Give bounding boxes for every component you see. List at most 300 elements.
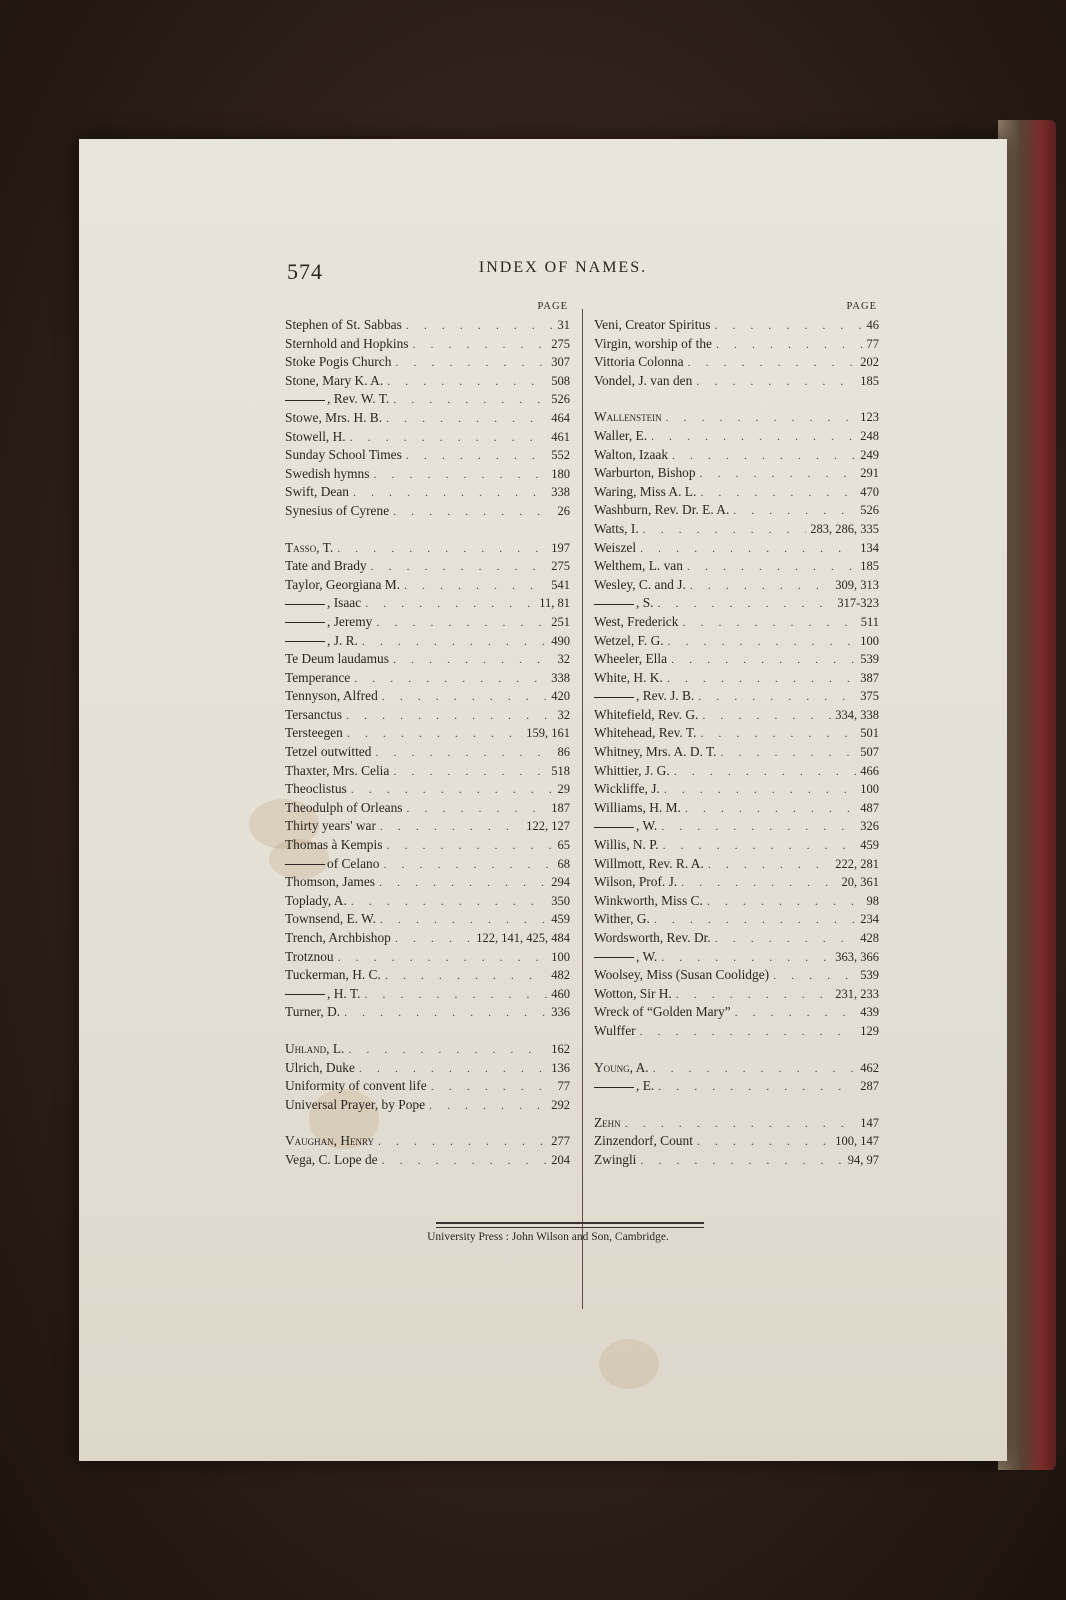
entry-page-number: 275 (551, 559, 570, 574)
index-entry (285, 707, 570, 726)
entry-name: Virgin, worship of the (594, 335, 712, 351)
entry-name: Woolsey, Miss (Susan Coolidge) (594, 967, 770, 983)
index-entry (594, 986, 879, 1005)
index-entry (594, 354, 879, 373)
entry-page-number: 77 (866, 336, 879, 351)
index-entry (285, 781, 570, 800)
dot-leader (697, 1134, 831, 1149)
entry-page-number: 518 (551, 763, 570, 778)
entry-page-number: 277 (551, 1134, 570, 1149)
index-entry (594, 707, 879, 726)
entry-page-number: 326 (860, 819, 879, 834)
dot-leader (654, 912, 856, 927)
index-entry (594, 818, 879, 837)
dot-leader (429, 1098, 547, 1113)
dot-leader (347, 726, 522, 741)
entry-page-number: 350 (551, 893, 570, 908)
running-head: INDEX OF NAMES. (478, 259, 648, 276)
dot-leader (682, 615, 856, 630)
index-entry (594, 521, 879, 540)
dot-leader (716, 337, 863, 352)
index-entry (594, 428, 879, 447)
index-entry (594, 633, 879, 652)
dot-leader (379, 875, 547, 890)
index-entry (285, 484, 570, 503)
index-entry (285, 1060, 570, 1079)
dot-leader (406, 318, 554, 333)
entry-name: Stephen of St. Sabbas (285, 317, 402, 332)
dot-leader (380, 819, 522, 834)
entry-page-number: 287 (860, 1079, 879, 1094)
entry-page-number: 439 (860, 1005, 879, 1020)
entry-page-number: 77 (557, 1079, 570, 1094)
dot-leader (688, 355, 857, 370)
entry-page-number: 231, 233 (835, 986, 879, 1001)
entry-page-number: 185 (860, 373, 879, 388)
index-entry (594, 409, 879, 428)
entry-name: Stowell, H. (285, 428, 346, 444)
entry-name: Trench, Archbishop (285, 930, 391, 945)
dot-leader (385, 968, 547, 983)
entry-name: Turner, D. (285, 1004, 341, 1020)
entry-name: Young, A. (594, 1059, 649, 1075)
entry-page-number: 338 (551, 670, 570, 685)
entry-page-number: 251 (551, 614, 570, 629)
index-entry (594, 447, 879, 466)
index-entry (285, 967, 570, 986)
entry-name: Willis, N. P. (594, 837, 659, 853)
entry-page-number: 482 (551, 968, 570, 983)
entry-name: Vega, C. Lope de (285, 1151, 378, 1167)
entry-page-number: 187 (551, 800, 570, 815)
entry-page-number: 501 (860, 726, 879, 741)
entry-page-number: 100 (860, 782, 879, 797)
entry-page-number: 420 (551, 689, 570, 704)
entry-page-number: 46 (866, 318, 879, 332)
entry-page-number: 31 (557, 318, 570, 332)
entry-page-number: 249 (860, 447, 879, 462)
entry-name: Wulffer (594, 1022, 636, 1038)
entry-page-number: 147 (860, 1115, 879, 1130)
entry-name: Zehn (594, 1114, 621, 1130)
index-entry (285, 1041, 570, 1060)
dot-leader (661, 950, 831, 965)
entry-name: Wickliffe, J. (594, 781, 660, 797)
index-entry (594, 967, 879, 986)
entry-page-number: 197 (551, 540, 570, 555)
entry-page-number: 459 (551, 912, 570, 927)
entry-name: , Isaac (285, 595, 361, 611)
index-entry (594, 725, 879, 744)
entry-name: Watts, I. (594, 520, 639, 536)
index-entry (285, 986, 570, 1005)
footer-rule (436, 1222, 704, 1224)
entry-page-number: 94, 97 (847, 1152, 879, 1167)
entry-name: Williams, H. M. (594, 799, 681, 815)
entry-page-number: 526 (551, 392, 570, 407)
index-entry (285, 558, 570, 577)
dot-leader (393, 392, 547, 407)
index-entry (285, 540, 570, 559)
dot-leader (663, 838, 857, 853)
entry-page-number: 338 (551, 485, 570, 500)
index-entry (594, 1004, 879, 1023)
index-entry (594, 614, 879, 633)
entry-page-number: 539 (860, 968, 879, 983)
index-entry (594, 856, 879, 875)
index-entry (594, 465, 879, 484)
entry-page-number: 204 (551, 1152, 570, 1167)
index-entry (594, 911, 879, 930)
dot-leader (348, 1042, 547, 1057)
entry-page-number: 508 (551, 373, 570, 388)
entry-name: Trotznou (285, 948, 334, 964)
dot-leader (395, 931, 472, 946)
entry-page-number: 291 (860, 466, 879, 481)
index-entry (594, 930, 879, 949)
dot-leader (395, 355, 547, 370)
dot-leader (715, 931, 857, 946)
index-entry (594, 1133, 879, 1152)
dot-leader (338, 950, 548, 965)
entry-page-number: 32 (557, 652, 570, 667)
entry-page-number: 539 (860, 652, 879, 667)
entry-name: Thirty years' war (285, 818, 376, 834)
dot-leader (386, 838, 553, 853)
index-entry (285, 744, 570, 763)
entry-name: Toplady, A. (285, 892, 347, 908)
entry-name: Wilson, Prof. J. (594, 874, 678, 890)
entry-page-number: 317-323 (837, 596, 879, 611)
entry-page-number: 487 (860, 800, 879, 815)
dot-leader (708, 857, 831, 872)
dot-leader (350, 430, 548, 445)
index-entry (285, 930, 570, 949)
dot-leader (383, 857, 553, 872)
entry-page-number: 334, 338 (835, 707, 879, 722)
entry-name: Wotton, Sir H. (594, 985, 672, 1001)
entry-name: Te Deum laudamus (285, 651, 389, 667)
index-entry (285, 336, 570, 355)
entry-page-number: 136 (551, 1060, 570, 1075)
entry-name: , H. T. (285, 986, 360, 1002)
entry-name: Theoclistus (285, 781, 347, 797)
entry-name: Waring, Miss A. L. (594, 483, 697, 499)
index-entry (594, 1115, 879, 1134)
dot-leader (640, 1024, 857, 1039)
entry-page-number: 466 (860, 763, 879, 778)
entry-name: Zinzendorf, Count (594, 1133, 693, 1149)
entry-page-number: 541 (551, 577, 570, 592)
entry-name: Tetzel outwitted (285, 744, 372, 760)
dot-leader (393, 504, 553, 519)
entry-name: Weiszel (594, 539, 637, 555)
entry-page-number: 490 (551, 633, 570, 648)
entry-page-number: 26 (557, 503, 570, 518)
entry-name: Whitney, Mrs. A. D. T. (594, 744, 717, 760)
entry-page-number: 159, 161 (526, 726, 570, 741)
entry-page-number: 363, 366 (835, 949, 879, 964)
dot-leader (382, 1153, 548, 1168)
entry-page-number: 123 (860, 410, 879, 425)
entry-page-number: 185 (860, 559, 879, 574)
column-divider (582, 309, 583, 1309)
entry-name: Winkworth, Miss C. (594, 892, 703, 908)
dot-leader (362, 634, 547, 649)
page-number: 574 (287, 259, 323, 284)
dot-leader (773, 968, 856, 983)
index-entry (285, 373, 570, 392)
index-entry (285, 911, 570, 930)
index-entry (285, 633, 570, 652)
entry-name: Warburton, Bishop (594, 465, 696, 481)
index-entry (285, 818, 570, 837)
entry-name: West, Frederick (594, 613, 679, 629)
index-entry (285, 1133, 570, 1152)
entry-name: Stowe, Mrs. H. B. (285, 409, 383, 425)
index-entry (594, 1078, 879, 1097)
entry-page-number: 526 (860, 503, 879, 518)
dot-leader (674, 764, 857, 779)
entry-page-number: 65 (557, 838, 570, 853)
entry-page-number: 462 (860, 1060, 879, 1075)
dot-leader (412, 337, 547, 352)
index-entry (285, 670, 570, 689)
dot-leader (664, 782, 856, 797)
dot-leader (658, 1079, 856, 1094)
entry-name: White, H. K. (594, 669, 663, 685)
entry-page-number: 134 (860, 540, 879, 555)
entry-name: , W. (594, 818, 657, 834)
index-entry (285, 503, 570, 522)
entry-name: , Rev. W. T. (285, 391, 389, 407)
index-entry (594, 1023, 879, 1042)
index-entry (285, 800, 570, 819)
entry-page-number: 464 (551, 410, 570, 425)
index-entry (594, 893, 879, 912)
entry-page-number: 100 (551, 949, 570, 964)
dot-leader (365, 596, 535, 611)
entry-page-number: 460 (551, 986, 570, 1001)
entry-name: Thaxter, Mrs. Celia (285, 762, 390, 778)
index-entry (285, 651, 570, 670)
dot-leader (386, 411, 547, 426)
index-entry (285, 725, 570, 744)
dot-leader (380, 912, 547, 927)
dot-leader (714, 318, 862, 333)
index-entry (285, 856, 570, 875)
dot-leader (351, 782, 554, 797)
entry-name: Wallenstein (594, 409, 662, 425)
entry-name: Tuckerman, H. C. (285, 967, 381, 983)
entry-name: , S. (594, 595, 654, 611)
dot-leader (700, 726, 856, 741)
index-entry (285, 893, 570, 912)
entry-page-number: 29 (557, 782, 570, 797)
entry-page-number: 32 (557, 707, 570, 722)
footer-rule (436, 1227, 704, 1228)
entry-name: Stone, Mary K. A. (285, 372, 384, 388)
index-entry (594, 837, 879, 856)
entry-page-number: 180 (551, 466, 570, 481)
entry-page-number: 470 (860, 484, 879, 499)
dot-leader (393, 764, 547, 779)
entry-page-number: 20, 361 (841, 875, 879, 890)
dot-leader (658, 596, 834, 611)
index-entry (594, 577, 879, 596)
page-stain (599, 1339, 659, 1389)
book-page (79, 139, 1007, 1461)
dot-leader (671, 652, 856, 667)
dot-leader (668, 634, 857, 649)
index-entry (594, 595, 879, 614)
index-column-right (594, 301, 879, 1171)
entry-page-number: 234 (860, 912, 879, 927)
entry-name: Whittier, J. G. (594, 762, 670, 778)
dot-leader (407, 801, 548, 816)
index-entry (285, 949, 570, 968)
index-entry (285, 577, 570, 596)
entry-name: Taylor, Georgiana M. (285, 576, 401, 592)
index-entry (594, 949, 879, 968)
dot-leader (721, 745, 857, 760)
entry-page-number: 202 (860, 355, 879, 370)
index-entry (285, 391, 570, 410)
entry-page-number: 307 (551, 355, 570, 370)
dot-leader (371, 559, 548, 574)
index-entry (594, 781, 879, 800)
index-entry (285, 763, 570, 782)
entry-name: , Jeremy (285, 614, 372, 630)
dot-leader (661, 819, 856, 834)
entry-name: Tersanctus (285, 706, 343, 722)
entry-page-number: 222, 281 (835, 856, 879, 871)
index-entry (285, 837, 570, 856)
dot-leader (376, 615, 547, 630)
index-entry (594, 651, 879, 670)
entry-name: Veni, Creator Spiritus (594, 317, 711, 332)
dot-leader (625, 1116, 857, 1131)
entry-name: Uhland, L. (285, 1040, 345, 1056)
entry-page-number: 98 (866, 893, 879, 908)
dot-leader (667, 671, 856, 686)
dot-leader (346, 708, 553, 723)
entry-name: Wreck of “Golden Mary” (594, 1004, 731, 1020)
dot-leader (653, 1061, 857, 1076)
entry-name: Thomas à Kempis (285, 837, 383, 853)
entry-name: Tersteegen (285, 725, 343, 741)
dot-leader (696, 374, 856, 389)
dot-leader (672, 448, 856, 463)
entry-page-number: 86 (557, 745, 570, 760)
entry-name: Whitefield, Rev. G. (594, 706, 699, 722)
dot-leader (735, 1005, 857, 1020)
entry-name: , Rev. J. B. (594, 688, 694, 704)
dot-leader (404, 578, 547, 593)
entry-page-number: 294 (551, 875, 570, 890)
dot-leader (700, 466, 857, 481)
index-entry (594, 558, 879, 577)
index-entry (285, 1004, 570, 1023)
index-entry (285, 614, 570, 633)
dot-leader (640, 1153, 843, 1168)
index-entry (594, 317, 879, 336)
entry-page-number: 100 (860, 633, 879, 648)
index-entry (594, 373, 879, 392)
index-entry (594, 1060, 879, 1079)
index-entry (285, 466, 570, 485)
index-entry (285, 874, 570, 893)
dot-leader (406, 448, 547, 463)
entry-page-number: 122, 127 (526, 819, 570, 834)
entry-name: Universal Prayer, by Pope (285, 1096, 426, 1112)
entry-page-number: 292 (551, 1097, 570, 1112)
dot-leader (698, 689, 856, 704)
entry-name: Walton, Izaak (594, 446, 669, 462)
dot-leader (681, 875, 837, 890)
entry-name: Waller, E. (594, 427, 648, 443)
dot-leader (643, 522, 807, 537)
entry-name: Ulrich, Duke (285, 1059, 355, 1075)
entry-name: Vittoria Colonna (594, 354, 684, 370)
index-entry (285, 354, 570, 373)
dot-leader (378, 1134, 547, 1149)
entry-name: Stoke Pogis Church (285, 354, 392, 370)
dot-leader (387, 374, 547, 389)
entry-page-number: 459 (860, 838, 879, 853)
entry-page-number: 309, 313 (835, 577, 879, 592)
entry-page-number: 507 (860, 745, 879, 760)
column-heading: PAGE (846, 301, 877, 312)
entry-page-number: 100, 147 (835, 1134, 879, 1149)
entry-page-number: 275 (551, 336, 570, 351)
dot-leader (344, 1005, 547, 1020)
dot-leader (666, 410, 857, 425)
entry-page-number: 375 (860, 689, 879, 704)
entry-page-number: 129 (860, 1023, 879, 1038)
dot-leader (733, 503, 856, 518)
index-entry (285, 429, 570, 448)
dot-leader (685, 801, 856, 816)
entry-name: Wither, G. (594, 911, 650, 927)
dot-leader (359, 1061, 547, 1076)
entry-name: Wetzel, F. G. (594, 632, 664, 648)
index-entry (594, 540, 879, 559)
dot-leader (364, 987, 547, 1002)
dot-leader (373, 467, 547, 482)
entry-page-number: 248 (860, 428, 879, 443)
entry-name: , E. (594, 1078, 654, 1094)
entry-page-number: 387 (860, 670, 879, 685)
entry-name: Sunday School Times (285, 447, 402, 463)
entry-name: Wordsworth, Rev. Dr. (594, 930, 711, 945)
index-entry (285, 1152, 570, 1171)
entry-page-number: 511 (860, 614, 879, 629)
dot-leader (690, 578, 831, 593)
entry-name: Tasso, T. (285, 539, 334, 555)
column-heading: PAGE (537, 301, 568, 312)
dot-leader (702, 708, 831, 723)
entry-name: Swift, Dean (285, 484, 349, 500)
entry-page-number: 461 (551, 429, 570, 444)
entry-page-number: 552 (551, 448, 570, 463)
entry-name: Thomson, James (285, 874, 376, 890)
entry-name: Zwingli (594, 1151, 637, 1167)
entry-name: Washburn, Rev. Dr. E. A. (594, 502, 730, 518)
dot-leader (707, 894, 863, 909)
printer-imprint: University Press : John Wilson and Son, Cambridge. (427, 1231, 669, 1243)
entry-name: Tennyson, Alfred (285, 688, 378, 704)
